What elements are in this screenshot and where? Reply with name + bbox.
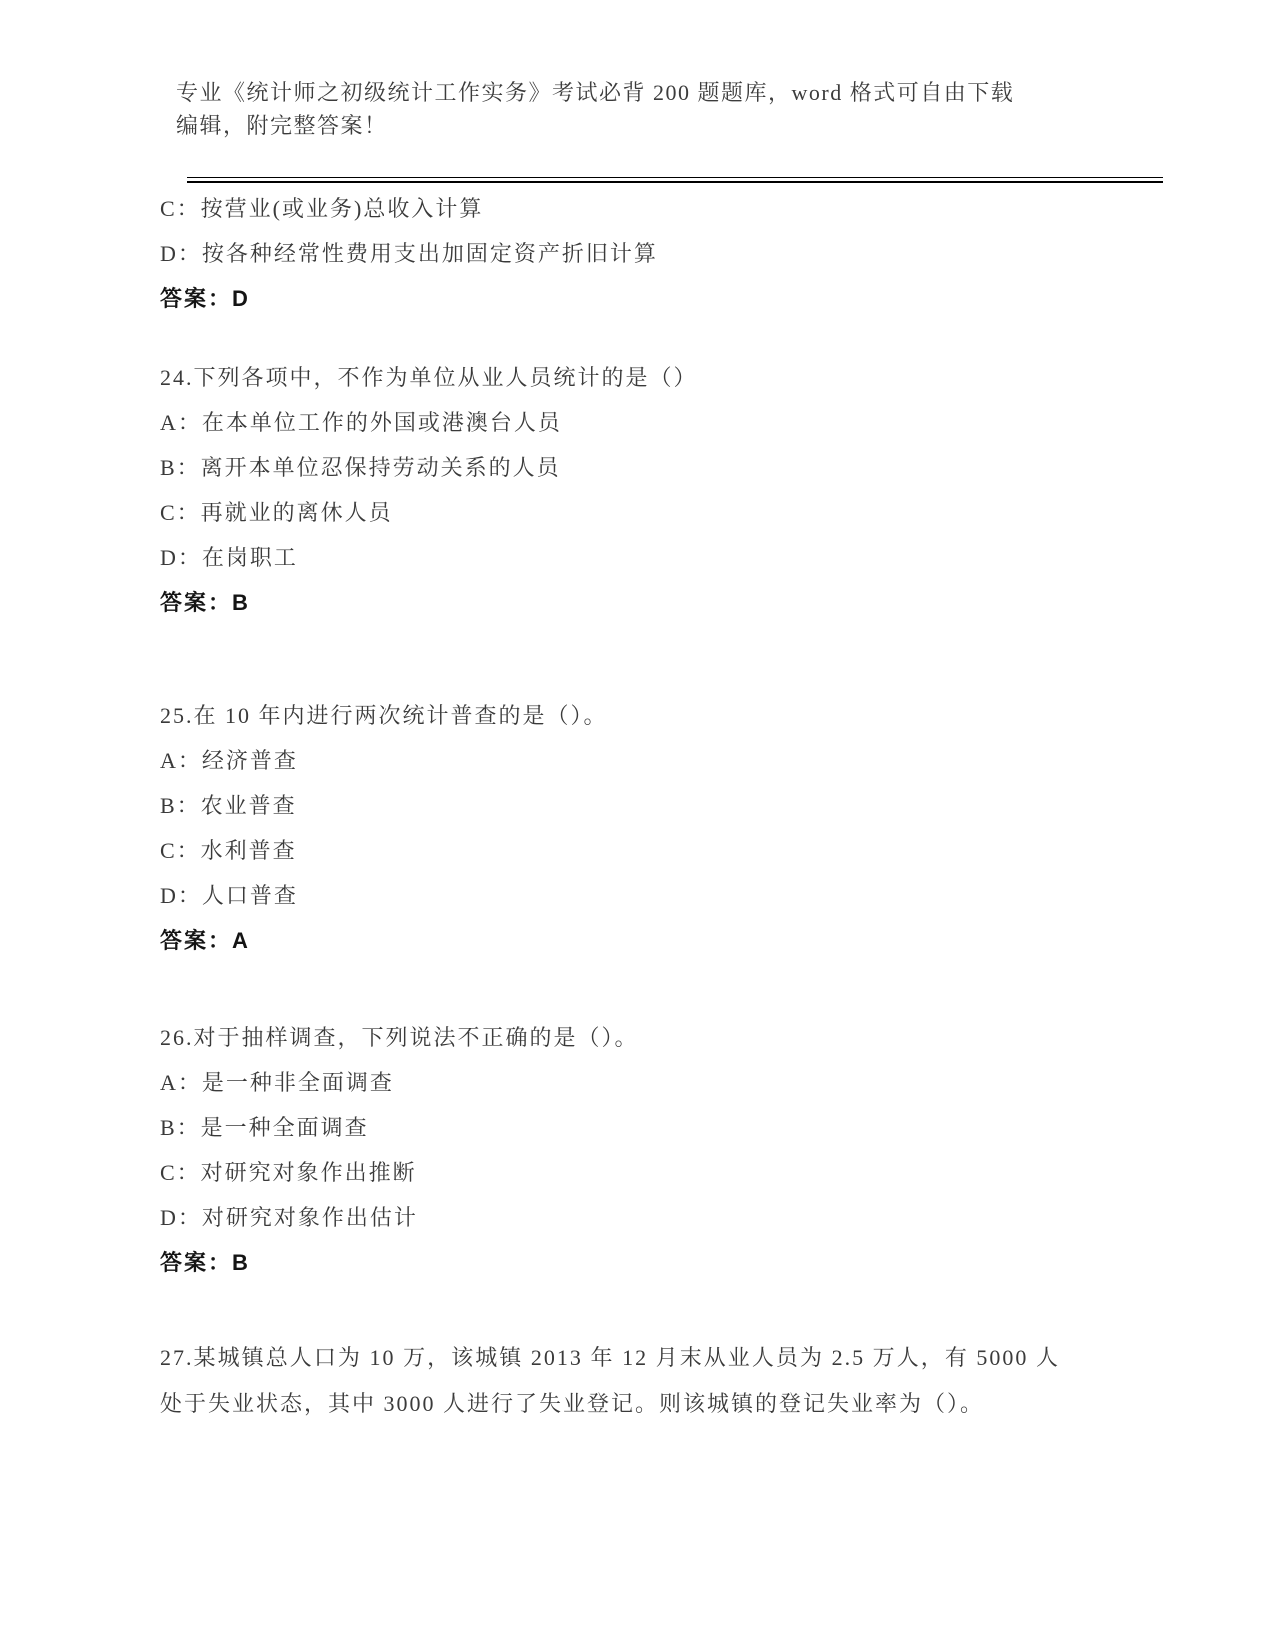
document-header <box>176 76 1110 142</box>
question-title: 26.对于抽样调查，下列说法不正确的是（）。 <box>160 1025 639 1050</box>
option-c: C：再就业的离休人员 <box>160 500 393 525</box>
answer-text: 答案：B <box>160 1250 250 1275</box>
option-d: D：按各种经常性费用支出加固定资产折旧计算 <box>160 241 658 266</box>
header-divider-double-rule <box>187 177 1163 183</box>
option-d: D：在岗职工 <box>160 545 298 570</box>
option-d: D：人口普查 <box>160 883 298 908</box>
question-title: 27.某城镇总人口为 10 万，该城镇 2013 年 12 月末从业人员为 2.5 万人，有 5000 人处于失业状态，其中 3000 人进行了失业登记。则该城镇的登记失业率为（）。 <box>160 1345 1060 1416</box>
option-c: C：水利普查 <box>160 838 297 863</box>
question-25-block <box>160 693 1060 963</box>
option-a: A：是一种非全面调查 <box>160 1070 394 1095</box>
option-b: B：离开本单位忍保持劳动关系的人员 <box>160 455 561 480</box>
answer-text: 答案：B <box>160 590 250 615</box>
question-24-block <box>160 355 1060 625</box>
header-title-line1: 专业《统计师之初级统计工作实务》考试必背 200 题题库，word 格式可自由下载 <box>176 80 1015 105</box>
answer-text: 答案：D <box>160 286 250 311</box>
question-title: 25.在 10 年内进行两次统计普查的是（）。 <box>160 703 608 728</box>
header-title-line2: 编辑，附完整答案！ <box>176 113 388 138</box>
option-c: C：对研究对象作出推断 <box>160 1160 417 1185</box>
question-27-block <box>160 1335 1060 1427</box>
option-a: A：经济普查 <box>160 748 298 773</box>
option-d: D：对研究对象作出估计 <box>160 1205 418 1230</box>
option-a: A：在本单位工作的外国或港澳台人员 <box>160 410 562 435</box>
answer-text: 答案：A <box>160 928 250 953</box>
question-23-remainder-block <box>160 186 1060 321</box>
option-b: B：农业普查 <box>160 793 297 818</box>
question-26-block <box>160 1015 1060 1285</box>
option-b: B：是一种全面调查 <box>160 1115 369 1140</box>
question-title: 24.下列各项中，不作为单位从业人员统计的是（） <box>160 365 698 390</box>
option-c: C：按营业(或业务)总收入计算 <box>160 196 484 221</box>
